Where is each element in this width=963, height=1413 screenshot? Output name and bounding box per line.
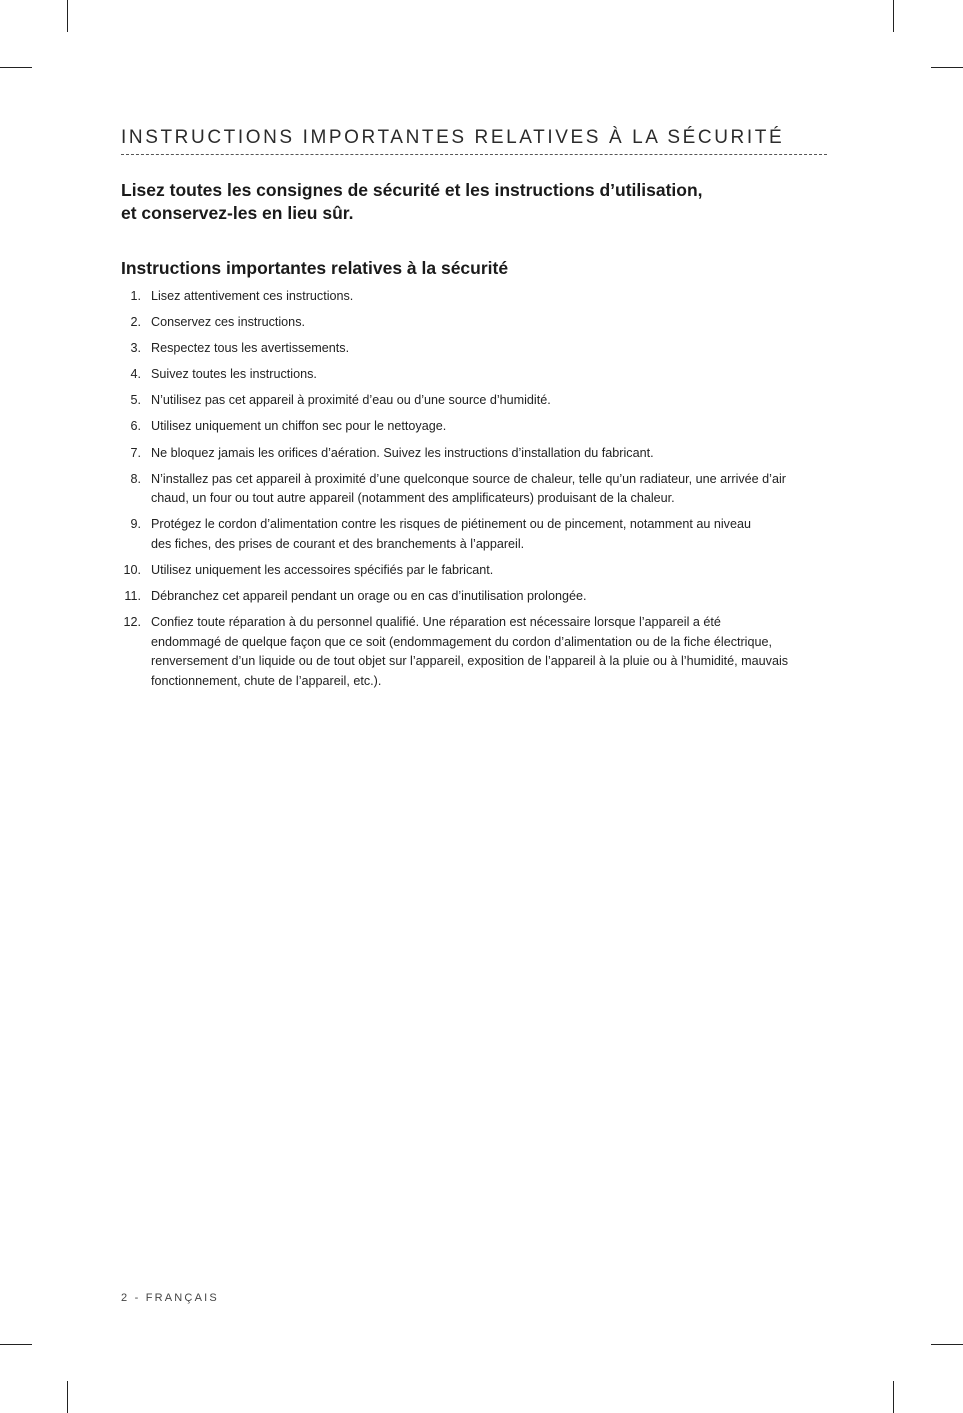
section-heading: Instructions importantes relatives à la sécurité <box>121 258 509 278</box>
instruction-text-line: fonctionnement, chute de l’appareil, etc.). <box>151 673 382 688</box>
instruction-item <box>121 287 831 307</box>
instruction-list <box>121 287 831 698</box>
instruction-number: 2. <box>130 315 141 330</box>
crop-mark-top-left-horizontal <box>0 67 32 68</box>
instruction-text <box>151 470 831 509</box>
instruction-item <box>121 470 831 509</box>
crop-mark-top-left-vertical <box>67 0 68 32</box>
instruction-item <box>121 417 831 437</box>
instruction-text <box>151 287 831 307</box>
instruction-text-line: Protégez le cordon d’alimentation contre les risques de piétinement ou de pincement, notamment au niveau <box>151 517 751 532</box>
instruction-text <box>151 417 831 437</box>
instruction-number: 9. <box>130 517 141 532</box>
instruction-item <box>121 587 831 607</box>
page-footer: 2 - FRANÇAIS <box>121 1292 219 1304</box>
instruction-item <box>121 561 831 581</box>
instruction-text-line: Suivez toutes les instructions. <box>151 367 317 382</box>
instruction-text <box>151 339 831 359</box>
instruction-text <box>151 313 831 333</box>
instruction-text-line: Utilisez uniquement les accessoires spécifiés par le fabricant. <box>151 562 494 577</box>
instruction-text <box>151 444 831 464</box>
instruction-item <box>121 391 831 411</box>
instruction-number: 10. <box>123 562 141 577</box>
instruction-text-line: chaud, un four ou tout autre appareil (notamment des amplificateurs) produisant de la chaleur. <box>151 491 675 506</box>
instruction-text-line: renversement d’un liquide ou de tout objet sur l’appareil, exposition de l’appareil à la pluie ou à l’humidité, mauvais <box>151 654 789 669</box>
instruction-text <box>151 365 831 385</box>
instruction-number: 4. <box>130 367 141 382</box>
instruction-item <box>121 365 831 385</box>
instruction-number: 7. <box>130 445 141 460</box>
instruction-text-line: Débranchez cet appareil pendant un orage ou en cas d’inutilisation prolongée. <box>151 588 587 603</box>
crop-mark-top-right-vertical <box>893 0 894 32</box>
instruction-text-line: N’utilisez pas cet appareil à proximité d’eau ou d’une source d’humidité. <box>151 393 551 408</box>
instruction-text-line: des fiches, des prises de courant et des branchements à l’appareil. <box>151 536 525 551</box>
instruction-text-line: Lisez attentivement ces instructions. <box>151 289 354 303</box>
instruction-item <box>121 313 831 333</box>
instruction-number: 5. <box>130 393 141 408</box>
instruction-number: 11. <box>124 588 141 603</box>
instruction-item <box>121 444 831 464</box>
instruction-text-line: endommagé de quelque façon que ce soit (endommagement du cordon d’alimentation ou de la fiche électrique, <box>151 634 772 649</box>
instruction-number: 12. <box>123 615 141 630</box>
page-title: INSTRUCTIONS IMPORTANTES RELATIVES À LA SÉCURITÉ <box>121 127 785 148</box>
instruction-text <box>151 515 831 554</box>
instruction-item <box>121 339 831 359</box>
intro-text <box>121 179 827 225</box>
instruction-text <box>151 391 831 411</box>
instruction-text-line: Conservez ces instructions. <box>151 315 305 330</box>
instruction-text <box>151 587 831 607</box>
crop-mark-bottom-left-horizontal <box>0 1344 32 1345</box>
crop-mark-bottom-right-vertical <box>893 1381 894 1413</box>
instruction-text-line: Respectez tous les avertissements. <box>151 341 350 356</box>
title-divider <box>121 154 827 155</box>
crop-mark-bottom-right-horizontal <box>931 1344 963 1345</box>
instruction-number: 6. <box>130 419 141 434</box>
instruction-text-line: Utilisez uniquement un chiffon sec pour le nettoyage. <box>151 419 447 434</box>
instruction-text-line: Ne bloquez jamais les orifices d’aération. Suivez les instructions d’installation du fabricant. <box>151 445 654 460</box>
instruction-text-line: N’installez pas cet appareil à proximité d’une quelconque source de chaleur, telle qu’un radiateur, une arrivée d’air <box>151 471 786 486</box>
instruction-item <box>121 515 831 554</box>
instruction-text <box>151 561 831 581</box>
instruction-text <box>151 613 831 691</box>
crop-mark-bottom-left-vertical <box>67 1381 68 1413</box>
intro-line-1: Lisez toutes les consignes de sécurité et les instructions d’utilisation, <box>121 180 703 200</box>
instruction-text-line: Confiez toute réparation à du personnel qualifié. Une réparation est nécessaire lorsque l’appareil a été <box>151 615 721 630</box>
intro-line-2: et conservez-les en lieu sûr. <box>121 203 354 223</box>
instruction-number: 1. <box>130 289 141 303</box>
instruction-number: 3. <box>130 341 141 356</box>
instruction-number: 8. <box>130 471 141 486</box>
instruction-item <box>121 613 831 691</box>
crop-mark-top-right-horizontal <box>931 67 963 68</box>
